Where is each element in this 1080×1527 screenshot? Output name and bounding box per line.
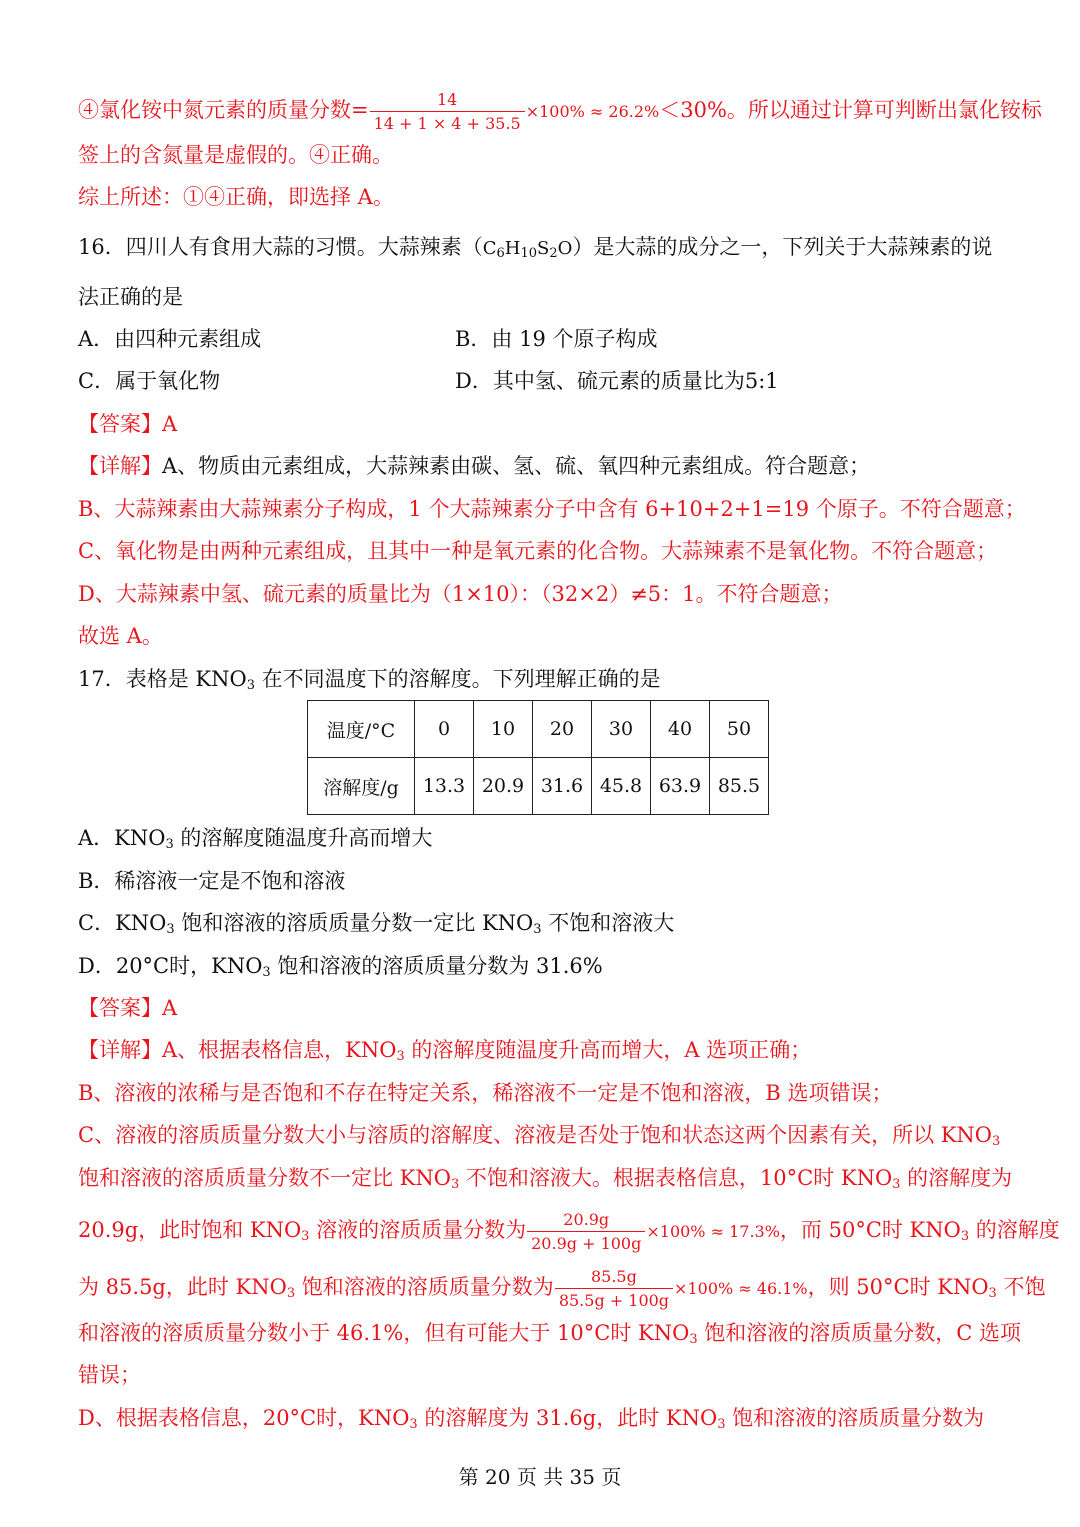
q16-stem-pre: 16．四川人有食用大蒜的习惯。大蒜辣素（ bbox=[78, 235, 483, 259]
q16-option-b: B．由 19 个原子构成 bbox=[455, 327, 658, 351]
q17-detail-4 bbox=[78, 1163, 1012, 1193]
q17-option-d-post: 饱和溶液的溶质质量分数为 31.6% bbox=[270, 954, 603, 978]
kno3-subscript: 3 bbox=[301, 1229, 310, 1244]
kno3-subscript: 3 bbox=[533, 922, 542, 937]
q16-option-a: A．由四种元素组成 bbox=[78, 327, 262, 351]
kno3-subscript: 3 bbox=[166, 922, 175, 937]
q16-option-d: D．其中氢、硫元素的质量比为5:1 bbox=[455, 369, 779, 393]
q17-option-d bbox=[78, 951, 603, 981]
q17-option-c-post: 不饱和溶液大 bbox=[541, 911, 675, 935]
kno3-subscript: 3 bbox=[960, 1229, 970, 1244]
q17-detail-1 bbox=[78, 1035, 811, 1065]
q16-detail-2: B、大蒜辣素由大蒜辣素分子构成，1 个大蒜辣素分子中含有 6+10+2+1=19 个原子。不符合题意； bbox=[78, 497, 1026, 521]
intro-line-1-text: ④氯化铵中氮元素的质量分数= bbox=[78, 98, 369, 122]
formula-c-sub: 6 bbox=[496, 246, 505, 261]
kno3-subscript: 3 bbox=[988, 1286, 997, 1301]
table-cell: 45.8 bbox=[592, 758, 651, 815]
q16-stem bbox=[78, 232, 992, 264]
q17-option-c-pre: C．KNO bbox=[78, 911, 167, 935]
page-footer: 第 20 页 共 35 页 bbox=[458, 1465, 622, 1489]
solubility-table bbox=[307, 700, 769, 815]
fraction-tail: ×100% ≈ 17.3% bbox=[646, 1222, 780, 1241]
q16-detail-4: D、大蒜辣素中氢、硫元素的质量比为（1×10）：（32×2）≠5：1。不符合题意； bbox=[78, 582, 843, 606]
q16-stem-line-2: 法正确的是 bbox=[78, 285, 183, 309]
q17-detail-4-b: 不饱和溶液大。根据表格信息，10°C时 KNO bbox=[459, 1166, 893, 1190]
q16-stem-post: ）是大蒜的成分之一，下列关于大蒜辣素的说 bbox=[572, 235, 993, 259]
q16-detail-3: C、氧化物是由两种元素组成，且其中一种是氧元素的化合物。大蒜辣素不是氧化物。不符合题意； bbox=[78, 539, 998, 563]
q17-stem-post: 在不同温度下的溶解度。下列理解正确的是 bbox=[254, 667, 661, 691]
kno3-subscript: 3 bbox=[286, 1286, 296, 1301]
fraction-tail: ×100% ≈ 26.2% bbox=[525, 102, 660, 121]
q17-option-a-pre: A．KNO bbox=[78, 826, 166, 850]
table-row bbox=[308, 758, 769, 815]
q17-detail-4-c: 的溶解度为 bbox=[900, 1166, 1013, 1190]
q17-option-b: B．稀溶液一定是不饱和溶液 bbox=[78, 869, 346, 893]
table-cell: 10 bbox=[474, 701, 533, 758]
kno3-subscript: 3 bbox=[396, 1049, 405, 1064]
q17-detail-9-c: 饱和溶液的溶质质量分数为 bbox=[725, 1406, 985, 1430]
q17-detail-3-text: C、溶液的溶质质量分数大小与溶质的溶解度、溶液是否处于饱和状态这两个因素有关，所以 KNO bbox=[78, 1123, 993, 1147]
fraction-denominator: 20.9g + 100g bbox=[527, 1231, 645, 1253]
intro-line-1-tail: ＜30%。所以通过计算可判断出氯化铵标 bbox=[659, 98, 1042, 122]
kno3-subscript: 3 bbox=[992, 1134, 1001, 1149]
table-cell: 63.9 bbox=[651, 758, 710, 815]
table-cell: 31.6 bbox=[533, 758, 592, 815]
q17-detail-7 bbox=[78, 1318, 1021, 1348]
intro-line-2: 签上的含氮量是虚假的。④正确。 bbox=[78, 143, 393, 167]
table-cell: 40 bbox=[651, 701, 710, 758]
fraction-denominator: 85.5g + 100g bbox=[555, 1288, 673, 1310]
nitrogen-fraction bbox=[370, 90, 525, 133]
formula-s-sub: 2 bbox=[549, 246, 558, 261]
q16-detail-1 bbox=[78, 451, 870, 481]
q17-option-a-post: 的溶解度随温度升高而增大 bbox=[173, 826, 433, 850]
formula-h: H bbox=[504, 238, 521, 259]
formula-h-sub: 10 bbox=[520, 246, 538, 261]
q17-detail-4-a: 饱和溶液的溶质质量分数不一定比 KNO bbox=[78, 1166, 451, 1190]
temperature-header: 温度/°C bbox=[308, 701, 415, 758]
kno3-subscript: 3 bbox=[717, 1417, 726, 1432]
formula-s: S bbox=[537, 238, 550, 259]
q17-stem-pre: 17．表格是 KNO bbox=[78, 667, 247, 691]
kno3-subscript: 3 bbox=[165, 837, 174, 852]
q17-detail-5-a: 20.9g，此时饱和 KNO bbox=[78, 1218, 302, 1242]
fraction-numerator: 20.9g bbox=[563, 1210, 610, 1229]
kno3-subscript: 3 bbox=[262, 965, 271, 980]
fraction-numerator: 85.5g bbox=[590, 1267, 637, 1286]
table-cell: 30 bbox=[592, 701, 651, 758]
q17-detail-5 bbox=[78, 1210, 1060, 1253]
kno3-subscript: 3 bbox=[450, 1177, 460, 1192]
kno3-subscript: 3 bbox=[246, 678, 255, 693]
q17-detail-5-b: 溶液的溶质质量分数为 bbox=[309, 1218, 527, 1242]
q16-answer: 【答案】A bbox=[78, 412, 178, 436]
table-cell: 85.5 bbox=[710, 758, 769, 815]
table-cell: 0 bbox=[415, 701, 474, 758]
intro-line-1 bbox=[78, 90, 1042, 133]
kno3-subscript: 3 bbox=[892, 1177, 901, 1192]
q17-detail-8: 错误； bbox=[78, 1363, 141, 1387]
table-row bbox=[308, 701, 769, 758]
q17-detail-6-d: 不饱 bbox=[996, 1275, 1046, 1299]
fraction-50c bbox=[555, 1267, 673, 1310]
q17-detail-9-a: D、根据表格信息，20°C时，KNO bbox=[78, 1406, 410, 1430]
table-cell: 13.3 bbox=[415, 758, 474, 815]
q17-detail-1-pre: A、根据表格信息，KNO bbox=[162, 1038, 397, 1062]
q17-detail-6-a: 为 85.5g，此时 KNO bbox=[78, 1275, 287, 1299]
q17-detail-6-c: ，则 50°C时 KNO bbox=[807, 1275, 989, 1299]
fraction-denominator: 14 + 1 × 4 + 35.5 bbox=[370, 111, 525, 133]
kno3-subscript: 3 bbox=[409, 1417, 418, 1432]
q17-detail-7-a: 和溶液的溶质质量分数小于 46.1%，但有可能大于 10°C时 KNO bbox=[78, 1321, 690, 1345]
q17-option-c bbox=[78, 908, 674, 938]
q16-option-c: C．属于氧化物 bbox=[78, 369, 221, 393]
table-cell: 50 bbox=[710, 701, 769, 758]
table-cell: 20.9 bbox=[474, 758, 533, 815]
q17-detail-5-c: ，而 50°C时 KNO bbox=[779, 1218, 961, 1242]
q17-detail-6 bbox=[78, 1267, 1046, 1310]
q16-detail-1-text: A、物质由元素组成，大蒜辣素由碳、氢、硫、氧四种元素组成。符合题意； bbox=[162, 454, 871, 478]
q17-option-d-pre: D．20°C时，KNO bbox=[78, 954, 263, 978]
allicin-formula bbox=[483, 238, 573, 259]
formula-c: C bbox=[482, 238, 497, 259]
formula-o: O bbox=[557, 238, 573, 259]
table-cell: 20 bbox=[533, 701, 592, 758]
fraction-tail: ×100% ≈ 46.1% bbox=[674, 1279, 808, 1298]
q17-detail-9-b: 的溶解度为 31.6g，此时 KNO bbox=[417, 1406, 718, 1430]
fraction-numerator: 14 bbox=[436, 90, 458, 109]
q17-detail-6-b: 饱和溶液的溶质质量分数为 bbox=[295, 1275, 554, 1299]
q17-detail-7-b: 饱和溶液的溶质质量分数，C 选项 bbox=[697, 1321, 1022, 1345]
q17-stem bbox=[78, 664, 661, 694]
q16-detail-label: 【详解】 bbox=[78, 454, 162, 478]
q17-option-c-mid: 饱和溶液的溶质质量分数一定比 KNO bbox=[174, 911, 534, 935]
intro-line-3: 综上所述：①④正确，即选择 A。 bbox=[78, 185, 394, 209]
q17-detail-1-post: 的溶解度随温度升高而增大，A 选项正确； bbox=[404, 1038, 812, 1062]
q17-detail-9 bbox=[78, 1403, 984, 1433]
q17-detail-3 bbox=[78, 1120, 1000, 1150]
q17-option-a bbox=[78, 823, 432, 853]
fraction-10c bbox=[527, 1210, 645, 1253]
q17-detail-2: B、溶液的浓稀与是否饱和不存在特定关系，稀溶液不一定是不饱和溶液，B 选项错误； bbox=[78, 1081, 893, 1105]
q16-detail-5: 故选 A。 bbox=[78, 624, 163, 648]
q17-answer: 【答案】A bbox=[78, 996, 178, 1020]
solubility-header: 溶解度/g bbox=[308, 758, 415, 815]
kno3-subscript: 3 bbox=[689, 1332, 698, 1347]
q17-detail-label: 【详解】 bbox=[78, 1038, 162, 1062]
q17-detail-5-d: 的溶解度 bbox=[969, 1218, 1060, 1242]
